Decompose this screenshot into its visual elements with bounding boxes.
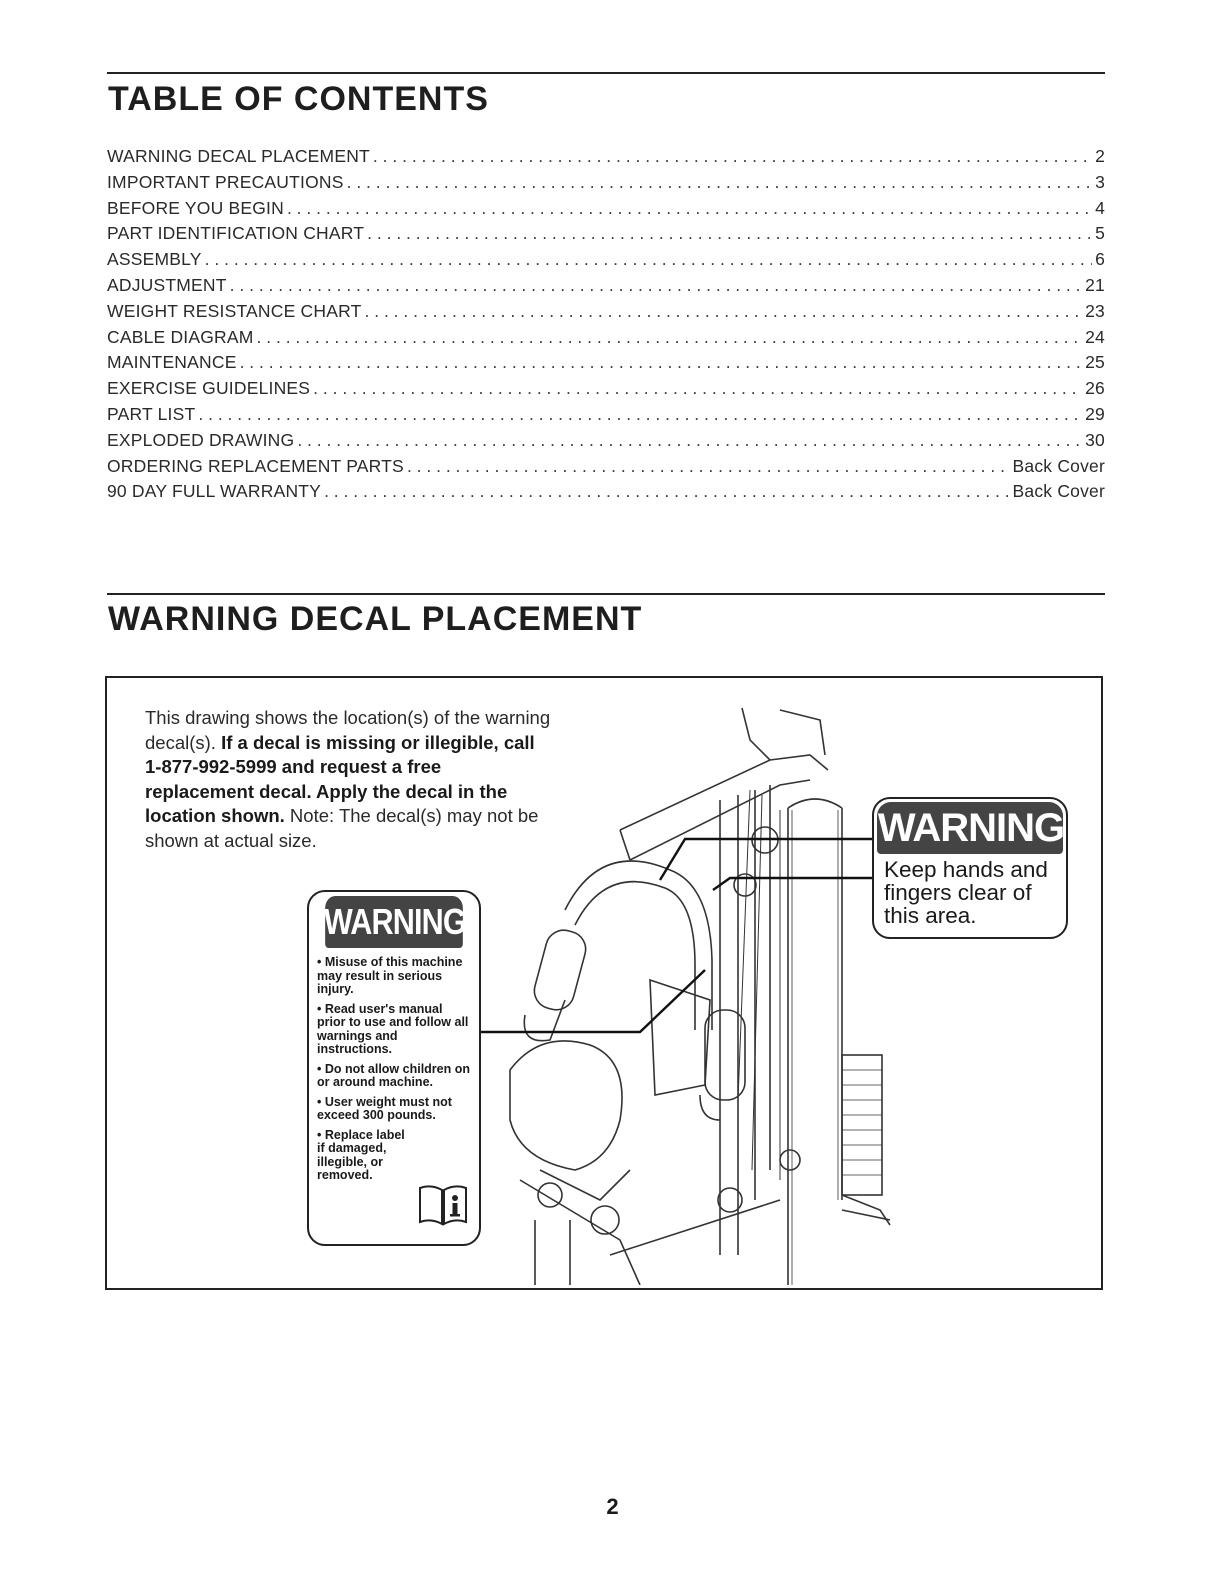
- warning-item: • User weight must not exceed 300 pounds.: [317, 1096, 473, 1123]
- toc-entry-title: PART LIST: [107, 403, 196, 424]
- toc-entry-title: EXPLODED DRAWING: [107, 429, 295, 450]
- toc-entry-title: IMPORTANT PRECAUTIONS: [107, 171, 344, 192]
- warning-banner-text: WARNING: [877, 805, 1065, 850]
- toc-entry-page: 23: [1085, 300, 1105, 321]
- toc-heading: TABLE OF CONTENTS: [108, 80, 489, 118]
- leader-dots: [347, 172, 1092, 193]
- toc-entry-page: 4: [1095, 197, 1105, 218]
- warning-banner-text: WARNING: [323, 901, 466, 942]
- leader-dots: [324, 481, 1009, 502]
- warning-decal-text: Keep hands and fingers clear of this area.: [884, 857, 1048, 928]
- toc-entry: [107, 146, 1105, 172]
- toc-entry: [107, 430, 1105, 456]
- toc-entry-page: Back Cover: [1012, 455, 1105, 476]
- toc-entry-title: MAINTENANCE: [107, 352, 237, 373]
- toc-entry-page: 24: [1085, 326, 1105, 347]
- leader-dots: [365, 301, 1083, 322]
- toc-entry-title: PART IDENTIFICATION CHART: [107, 223, 365, 244]
- toc-entry-title: ASSEMBLY: [107, 249, 202, 270]
- leader-dots: [240, 352, 1083, 373]
- toc-entry-page: 2: [1095, 146, 1105, 166]
- manual-info-icon: [417, 1182, 469, 1226]
- leader-dots: [367, 223, 1092, 244]
- toc-entry-title: WARNING DECAL PLACEMENT: [107, 146, 370, 166]
- warning-banner: [877, 802, 1063, 854]
- toc-entry: [107, 378, 1105, 404]
- toc-list: [107, 146, 1105, 507]
- toc-entry: [107, 172, 1105, 198]
- warning-items: [309, 956, 479, 1183]
- warning-item: • Do not allow children on or around machine.: [317, 1063, 473, 1090]
- warning-item: • Replace label if damaged, illegible, or removed.: [317, 1129, 409, 1183]
- toc-entry-title: 90 DAY FULL WARRANTY: [107, 481, 322, 502]
- toc-entry-title: ORDERING REPLACEMENT PARTS: [107, 455, 404, 476]
- toc-entry-title: EXERCISE GUIDELINES: [107, 378, 311, 399]
- toc-entry: [107, 327, 1105, 353]
- page-number: 2: [606, 1494, 619, 1519]
- warning-item: • Misuse of this machine may result in serious injury.: [317, 956, 473, 997]
- home-gym-drawing: [480, 700, 1100, 1285]
- warning-section-heading: WARNING DECAL PLACEMENT: [108, 600, 643, 638]
- toc-entry: [107, 352, 1105, 378]
- toc-entry-page: 26: [1085, 378, 1105, 399]
- toc-entry: [107, 456, 1105, 482]
- warning-item: • Read user's manual prior to use and follow all warnings and instructions.: [317, 1003, 473, 1057]
- toc-entry-page: 30: [1085, 429, 1105, 450]
- decal-instructions-bold: If a decal is missing or illegible, call 1-877-992-5999 and request a free replacement decal. Apply the decal in the location shown.: [145, 731, 535, 826]
- toc-entry-page: 3: [1095, 171, 1105, 192]
- toc-entry: [107, 223, 1105, 249]
- toc-entry-page: Back Cover: [1012, 481, 1105, 502]
- toc-entry-title: CABLE DIAGRAM: [107, 326, 254, 347]
- leader-dots: [230, 275, 1082, 296]
- warning-decal-large: [307, 890, 481, 1246]
- toc-entry-page: 21: [1085, 274, 1105, 295]
- toc-entry-title: BEFORE YOU BEGIN: [107, 197, 284, 218]
- toc-entry: [107, 301, 1105, 327]
- leader-dots: [287, 198, 1092, 219]
- toc-entry: [107, 481, 1105, 507]
- decal-instructions-plain: This drawing shows the location(s) of the warning decal(s).: [145, 707, 551, 753]
- warning-section-rule: [107, 593, 1105, 595]
- toc-entry: [107, 404, 1105, 430]
- leader-dots: [297, 430, 1082, 451]
- toc-entry-page: 25: [1085, 352, 1105, 373]
- warning-banner: [323, 896, 466, 948]
- toc-entry-title: WEIGHT RESISTANCE CHART: [107, 300, 362, 321]
- toc-entry: [107, 249, 1105, 275]
- leader-dots: [205, 249, 1092, 270]
- toc-entry: [107, 275, 1105, 301]
- toc-top-rule: [107, 72, 1105, 74]
- toc-entry-title: ADJUSTMENT: [107, 274, 227, 295]
- toc-entry-page: 6: [1095, 249, 1105, 270]
- leader-dots: [198, 404, 1082, 425]
- leader-dots: [257, 327, 1083, 348]
- decal-instructions-note: Note: The decal(s) may not be shown at actual size.: [145, 805, 539, 851]
- toc-entry-page: 29: [1085, 403, 1105, 424]
- leader-dots: [407, 456, 1010, 477]
- toc-entry: [107, 198, 1105, 224]
- toc-entry-page: 5: [1095, 223, 1105, 244]
- leader-dots: [313, 378, 1082, 399]
- leader-dots: [373, 146, 1092, 167]
- warning-decal-small: [872, 797, 1068, 939]
